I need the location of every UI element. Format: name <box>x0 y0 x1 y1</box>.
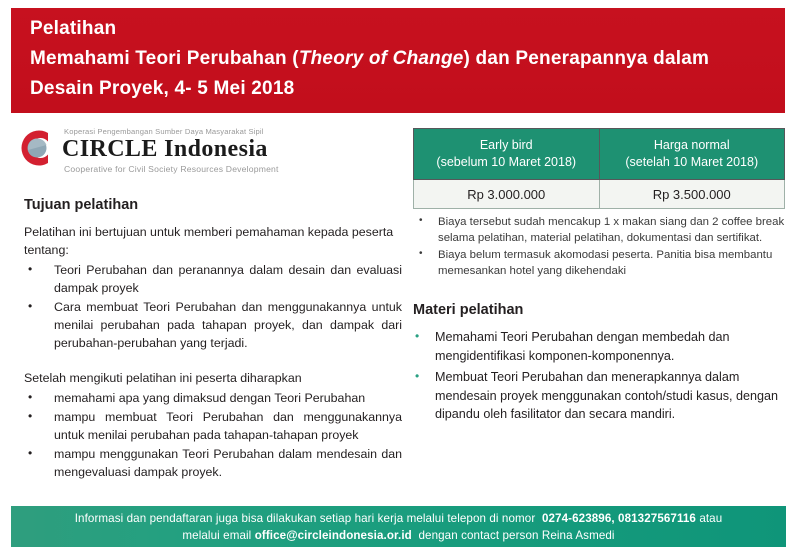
banner-title-line-3: Desain Proyek, 4- 5 Mei 2018 <box>30 78 295 99</box>
price-header-normal <box>599 129 785 180</box>
price-header-early-bird <box>414 129 600 180</box>
price-value-normal: Rp 3.500.000 <box>599 180 785 209</box>
price-table <box>413 128 785 209</box>
logo-tagline-english: Cooperative for Civil Society Resources Development <box>64 164 279 175</box>
list-item: • Biaya belum termasuk akomodasi peserta. Panitia bisa membantu memesankan hotel yang dikehendaki <box>413 248 789 280</box>
footer-line-1 <box>11 511 786 528</box>
circle-indonesia-logo <box>10 124 390 174</box>
footer-line2-pre: melalui email <box>182 528 252 542</box>
banner-line2-pre: Memahami Teori Perubahan ( <box>30 48 299 69</box>
header-banner <box>11 8 785 113</box>
footer-phone-numbers: 0274-623896, 081327567116 <box>541 512 696 525</box>
list-item: • Biaya tersebut sudah mencakup 1 x makan siang dan 2 coffee break selama pelatihan, material pelatihan, dokumentasi dan sertifikat. <box>413 215 789 247</box>
price-notes-list <box>413 215 789 280</box>
logo-text-group <box>62 124 279 174</box>
price-header-early-bird-title: Early bird <box>479 137 533 152</box>
list-item: • Memahami Teori Perubahan dengan membedah dan mengidentifikasi komponen-komponennya. <box>413 328 789 366</box>
price-header-normal-subtitle: (setelah 10 Maret 2018) <box>625 155 759 169</box>
logo-wordmark: CIRCLE Indonesia <box>62 136 268 162</box>
logo-tagline-indonesian: Koperasi Pengembangan Sumber Daya Masyarakat Sipil <box>64 127 264 136</box>
footer-email[interactable]: office@circleindonesia.or.id <box>254 528 412 542</box>
banner-title-line-1: Pelatihan <box>30 18 117 39</box>
list-item: • Teori Perubahan dan peranannya dalam desain dan evaluasi dampak proyek <box>24 262 402 298</box>
right-column <box>413 215 789 426</box>
section-spacer <box>24 354 402 370</box>
list-item: • Membuat Teori Perubahan dan menerapkannya dalam mendesain proyek menggunakan contoh/studi kasus, dengan dipandu oleh fasilitator dan secara mandiri. <box>413 368 789 425</box>
tujuan-heading: Tujuan pelatihan <box>24 197 139 213</box>
price-table-value-row <box>414 180 785 209</box>
list-item: • mampu membuat Teori Perubahan dan menggunakannya untuk menilai perubahan pada tahapan-tahapan proyek <box>24 409 402 445</box>
materi-list <box>413 328 789 424</box>
list-item: • memahami apa yang dimaksud dengan Teori Perubahan <box>24 390 402 408</box>
footer-line1-post: atau <box>699 512 723 525</box>
footer-line1-pre: Informasi dan pendaftaran juga bisa dilakukan setiap hari kerja melalui telepon di nomor <box>74 512 536 525</box>
banner-line2-emphasis: Theory of Change <box>298 48 464 69</box>
list-item: • mampu menggunakan Teori Perubahan dalam mendesain dan mengevaluasi dampak proyek. <box>24 446 402 482</box>
tujuan-pelatihan-section <box>24 197 402 482</box>
circle-logo-icon <box>12 126 56 170</box>
outcome-list <box>24 390 402 481</box>
materi-heading: Materi pelatihan <box>413 301 524 318</box>
contact-footer <box>11 506 786 547</box>
tujuan-intro: Pelatihan ini bertujuan untuk memberi pemahaman kepada peserta tentang: <box>24 225 394 257</box>
price-header-normal-title: Harga normal <box>653 137 730 152</box>
price-header-early-bird-subtitle: (sebelum 10 Maret 2018) <box>436 155 577 169</box>
footer-line-2 <box>11 528 786 545</box>
price-value-early-bird: Rp 3.000.000 <box>414 180 600 209</box>
list-item: • Cara membuat Teori Perubahan dan menggunakannya untuk menilai perubahan pada tahapan proyek, dan dampak dari perubahan-perubahan yang terjadi. <box>24 299 402 353</box>
tujuan-list <box>24 262 402 352</box>
price-table-header-row <box>414 129 785 180</box>
outcome-intro: Setelah mengikuti pelatihan ini peserta diharapkan <box>24 370 302 385</box>
banner-line2-post: ) dan Penerapannya dalam <box>463 48 710 69</box>
banner-title-line-2 <box>30 49 785 68</box>
footer-line2-post: dengan contact person Reina Asmedi <box>418 528 615 542</box>
